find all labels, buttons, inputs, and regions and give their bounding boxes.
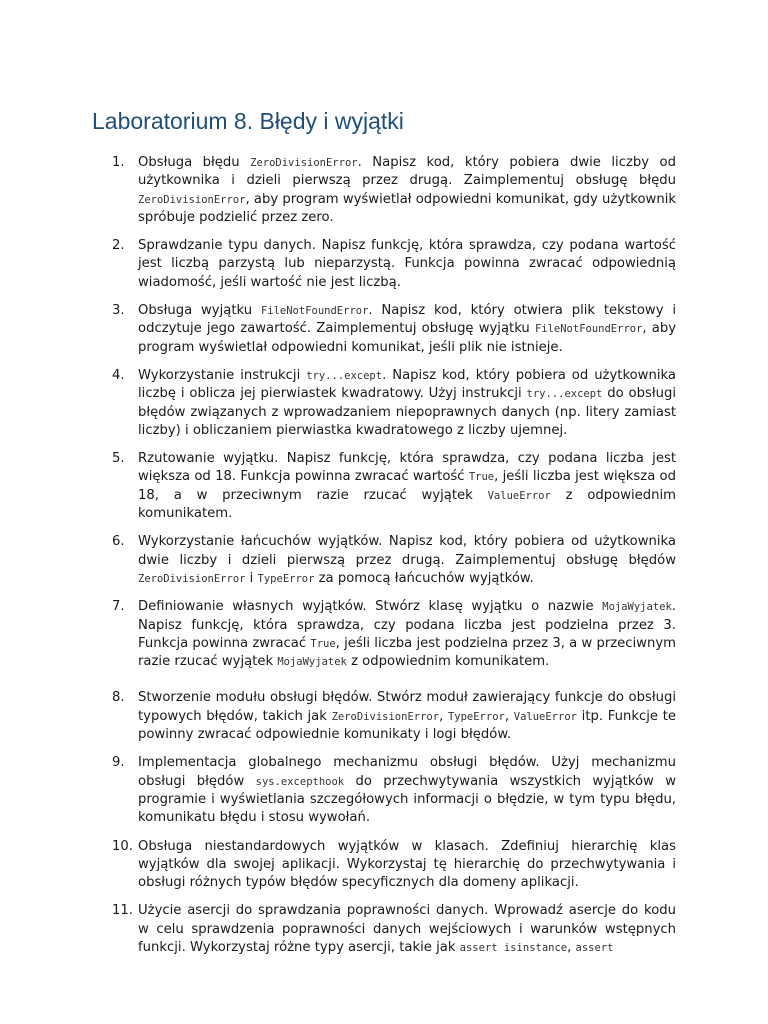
task-text: Obsługa wyjątku bbox=[138, 303, 261, 319]
code-snippet: ZeroDivisionError bbox=[138, 572, 246, 585]
task-text: . Napisz kod, który pobiera dwie liczby od użytkownika i dzieli pierwszą przez drugą. Zaimplementuj obsługę błędu bbox=[138, 155, 676, 189]
code-snippet: ZeroDivisionError bbox=[250, 157, 358, 169]
task-text: Stworzenie modułu obsługi błędów. Stwórz moduł zawierający funkcje do obsługi typowych błędów, takich jak bbox=[138, 690, 676, 724]
code-snippet: True bbox=[310, 637, 336, 650]
task-number: 10. bbox=[112, 838, 133, 854]
code-snippet: TypeError bbox=[447, 710, 505, 723]
task-text: itp. Funkcje te powinny zwracać odpowiednie komunikaty i logi błędów. bbox=[138, 708, 676, 743]
code-snippet: assert bbox=[575, 941, 614, 954]
task-text: . Napisz kod, który otwiera plik tekstowy i odczytuje jego zawartość. Zaimplementuj obsługę wyjątku bbox=[138, 303, 676, 337]
task-item bbox=[0, 237, 676, 292]
task-text: Sprawdzanie typu danych. Napisz funkcję, która sprawdza, czy podana wartość jest liczbą parzystą lub nieparzystą. Funkcja powinna zwracać odpowiednią wiadomość, jeśli wartość nie jest liczbą. bbox=[138, 238, 676, 290]
code-snippet: True bbox=[468, 471, 495, 484]
task-number: 8. bbox=[112, 690, 125, 706]
page-title: Laboratorium 8. Błędy i wyjątki bbox=[92, 108, 404, 134]
task-number: 6. bbox=[112, 534, 125, 550]
task-number: 4. bbox=[112, 367, 125, 383]
task-text: z odpowiednim komunikatem. bbox=[138, 487, 676, 522]
code-snippet: try...except bbox=[306, 369, 383, 382]
task-item bbox=[0, 598, 676, 671]
task-number: 11. bbox=[112, 903, 133, 919]
task-item bbox=[0, 367, 676, 440]
task-text: do obsługi błędów związanych z wprowadzaniem niepoprawnych danych (np. litery zamiast liczby) i obliczaniem pierwiastka kwadratowego z liczby ujemnej. bbox=[138, 386, 676, 438]
code-snippet: FileNotFoundError bbox=[260, 305, 369, 318]
task-text: . Napisz funkcję, która sprawdza, czy podana liczba jest podzielna przez 3. Funkcja powinna zwracać bbox=[138, 599, 676, 651]
task-item bbox=[0, 902, 676, 957]
task-text: Obsługa niestandardowych wyjątków w klasach. Zdefiniuj hierarchię klas wyjątków dla swojej aplikacji. Wykorzystaj tę hierarchię do przechwytywania i obsługi różnych typów błędów specyficznych dla domeny aplikacji. bbox=[138, 838, 676, 891]
task-text: Użycie asercji do sprawdzania poprawności danych. Wprowadź asercje do kodu w celu sprawdzenia poprawności danych wejściowych i warunków wstępnych funkcji. Wykorzystaj różne typy asercji, takie jak bbox=[138, 903, 676, 955]
code-snippet: TypeError bbox=[257, 572, 315, 585]
task-number: 7. bbox=[112, 599, 125, 615]
task-list bbox=[0, 154, 768, 967]
task-text: Definiowanie własnych wyjątków. Stwórz klasę wyjątku o nazwie bbox=[138, 599, 603, 615]
code-snippet: FileNotFoundError bbox=[534, 323, 643, 336]
code-snippet: sys.excepthook bbox=[255, 775, 345, 788]
code-snippet: ValueError bbox=[487, 489, 551, 502]
code-snippet: ZeroDivisionError bbox=[138, 193, 246, 206]
task-text: i bbox=[245, 570, 258, 586]
code-snippet: ValueError bbox=[513, 710, 577, 723]
task-text: za pomocą łańcuchów wyjątków. bbox=[314, 570, 534, 586]
task-text: , jeśli liczba jest podzielna przez 3, a w przeciwnym razie rzucać wyjątek bbox=[138, 635, 676, 670]
task-number: 1. bbox=[112, 155, 125, 170]
code-snippet: try...except bbox=[526, 388, 603, 401]
task-text: Rzutowanie wyjątku. Napisz funkcję, która sprawdza, czy podana liczba jest większa od 18. Funkcja powinna zwracać wartość bbox=[138, 451, 676, 485]
task-item bbox=[0, 533, 676, 588]
task-text: z odpowiednim komunikatem. bbox=[346, 654, 550, 670]
task-item bbox=[0, 754, 676, 827]
task-number: 2. bbox=[112, 238, 125, 254]
code-snippet: assert isinstance bbox=[459, 941, 568, 954]
task-text: Wykorzystanie instrukcji bbox=[138, 367, 307, 383]
task-text: Implementacja globalnego mechanizmu obsługi błędów. Użyj mechanizmu obsługi błędów bbox=[138, 755, 676, 789]
task-item bbox=[0, 838, 676, 893]
task-item bbox=[0, 450, 676, 523]
task-item bbox=[0, 154, 676, 227]
task-number: 9. bbox=[112, 755, 125, 771]
task-item bbox=[0, 302, 676, 357]
task-text: , bbox=[504, 708, 514, 724]
code-snippet: ZeroDivisionError bbox=[331, 710, 440, 723]
code-snippet: MojaWyjatek bbox=[602, 601, 672, 614]
task-number: 3. bbox=[112, 303, 125, 319]
task-number: 5. bbox=[112, 451, 125, 467]
task-text: . Napisz kod, który pobiera od użytkownika liczbę i oblicza jej pierwiastek kwadratowy. Użyj instrukcji bbox=[138, 367, 676, 402]
task-text: Obsługa błędu bbox=[138, 155, 251, 170]
code-snippet: MojaWyjatek bbox=[277, 656, 347, 669]
task-item bbox=[0, 689, 676, 744]
task-text: , bbox=[439, 708, 448, 724]
task-text: , jeśli liczba jest większa od 18, a w przeciwnym razie rzucać wyjątek bbox=[138, 469, 676, 503]
task-text: , bbox=[567, 939, 576, 955]
task-text: , aby program wyświetlał odpowiedni komunikat, jeśli plik nie istnieje. bbox=[138, 321, 676, 355]
task-text: do przechwytywania wszystkich wyjątków w programie i wyświetlania szczegółowych informacji o błędzie, w tym typu błędu, komunikatu błędu i stosu wywołań. bbox=[138, 773, 676, 826]
task-text: , aby program wyświetlał odpowiedni komunikat, gdy użytkownik spróbuje podzielić przez zero. bbox=[138, 191, 676, 225]
task-text: Wykorzystanie łańcuchów wyjątków. Napisz kod, który pobiera od użytkownika dwie liczby i dzieli pierwszą przez drugą. Zaimplementuj obsługę błędów bbox=[138, 534, 676, 568]
